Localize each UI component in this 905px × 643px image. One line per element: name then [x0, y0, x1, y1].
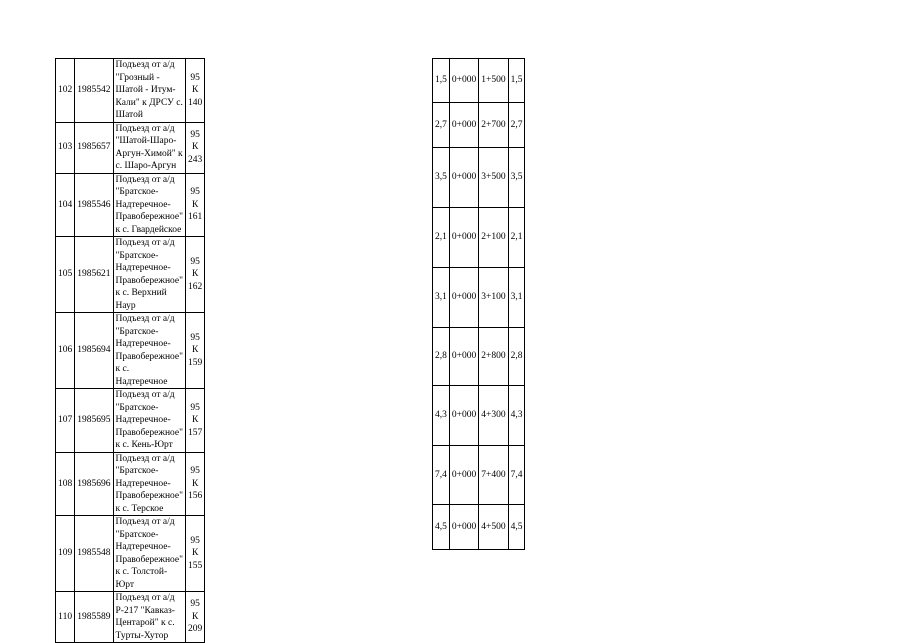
road-name-cell: Подъезд от а/д "Братское-Надтеречное-Правобережное" к с. Толстой-Юрт	[113, 516, 185, 592]
road-code-cell: 1985696	[75, 452, 113, 516]
end-km-cell: 2+700	[479, 103, 508, 148]
total-length-cell: 4,3	[508, 386, 525, 446]
road-id-cell: 95 К 161	[185, 173, 204, 237]
road-id-cell: 95 К 162	[185, 237, 204, 313]
row-number-cell: 109	[56, 516, 75, 592]
row-number-cell: 104	[56, 173, 75, 237]
start-km-cell: 0+000	[449, 148, 478, 208]
end-km-cell: 2+100	[479, 208, 508, 268]
road-name-cell: Подъезд от а/д "Братское-Надтеречное-Правобережное" к с. Терское	[113, 452, 185, 516]
table-row	[433, 386, 525, 446]
row-number-cell: 106	[56, 313, 75, 389]
road-name-cell: Подъезд от а/д "Грозный - Шатой - Итум-Кали" к ДРСУ с. Шатой	[113, 59, 185, 123]
length-cell: 3,5	[433, 148, 450, 208]
road-code-cell: 1985657	[75, 122, 113, 173]
start-km-cell: 0+000	[449, 208, 478, 268]
total-length-cell: 7,4	[508, 446, 525, 505]
row-number-cell: 110	[56, 592, 75, 643]
table-row	[56, 452, 205, 516]
table-row	[433, 328, 525, 386]
start-km-cell: 0+000	[449, 505, 478, 550]
total-length-cell: 3,1	[508, 268, 525, 328]
start-km-cell: 0+000	[449, 268, 478, 328]
road-name-cell: Подъезд от а/д Р-217 "Кавказ-Центарой" к с. Турты-Хутор	[113, 592, 185, 643]
table-row	[56, 59, 205, 123]
road-id-cell: 95 К 243	[185, 122, 204, 173]
end-km-cell: 2+800	[479, 328, 508, 386]
start-km-cell: 0+000	[449, 446, 478, 505]
road-code-cell: 1985694	[75, 313, 113, 389]
road-code-cell: 1985589	[75, 592, 113, 643]
road-id-cell: 95 К 157	[185, 389, 204, 453]
start-km-cell: 0+000	[449, 328, 478, 386]
row-number-cell: 105	[56, 237, 75, 313]
table-row	[56, 516, 205, 592]
table-row	[56, 173, 205, 237]
total-length-cell: 2,7	[508, 103, 525, 148]
road-id-cell: 95 К 140	[185, 59, 204, 123]
road-name-cell: Подъезд от а/д "Братское-Надтеречное-Правобережное" к с. Кень-Юрт	[113, 389, 185, 453]
table-row	[433, 268, 525, 328]
road-code-cell: 1985542	[75, 59, 113, 123]
length-cell: 4,3	[433, 386, 450, 446]
road-table-left	[55, 58, 205, 643]
road-id-cell: 95 К 209	[185, 592, 204, 643]
table-row	[433, 505, 525, 550]
total-length-cell: 4,5	[508, 505, 525, 550]
end-km-cell: 3+100	[479, 268, 508, 328]
start-km-cell: 0+000	[449, 59, 478, 103]
start-km-cell: 0+000	[449, 386, 478, 446]
end-km-cell: 4+300	[479, 386, 508, 446]
total-length-cell: 2,8	[508, 328, 525, 386]
table-row	[433, 59, 525, 103]
road-code-cell: 1985695	[75, 389, 113, 453]
row-number-cell: 107	[56, 389, 75, 453]
length-cell: 4,5	[433, 505, 450, 550]
table-row	[433, 446, 525, 505]
road-table-right	[432, 58, 525, 550]
length-cell: 2,8	[433, 328, 450, 386]
road-code-cell: 1985621	[75, 237, 113, 313]
row-number-cell: 102	[56, 59, 75, 123]
length-cell: 3,1	[433, 268, 450, 328]
road-name-cell: Подъезд от а/д "Братское-Надтеречное-Правобережное" к с. Надтеречное	[113, 313, 185, 389]
road-code-cell: 1985546	[75, 173, 113, 237]
end-km-cell: 1+500	[479, 59, 508, 103]
road-name-cell: Подъезд от а/д "Братское-Надтеречное-Правобережное" к с. Гвардейское	[113, 173, 185, 237]
total-length-cell: 3,5	[508, 148, 525, 208]
road-id-cell: 95 К 159	[185, 313, 204, 389]
table-row	[433, 148, 525, 208]
row-number-cell: 108	[56, 452, 75, 516]
road-id-cell: 95 К 156	[185, 452, 204, 516]
table-row	[433, 103, 525, 148]
road-id-cell: 95 К 155	[185, 516, 204, 592]
start-km-cell: 0+000	[449, 103, 478, 148]
table-row	[433, 208, 525, 268]
total-length-cell: 1,5	[508, 59, 525, 103]
row-number-cell: 103	[56, 122, 75, 173]
road-name-cell: Подъезд от а/д "Шатой-Шаро-Аргун-Химой" к с. Шаро-Аргун	[113, 122, 185, 173]
length-cell: 1,5	[433, 59, 450, 103]
table-row	[56, 313, 205, 389]
end-km-cell: 3+500	[479, 148, 508, 208]
length-cell: 2,1	[433, 208, 450, 268]
table-row	[56, 389, 205, 453]
end-km-cell: 7+400	[479, 446, 508, 505]
length-cell: 2,7	[433, 103, 450, 148]
table-row	[56, 237, 205, 313]
end-km-cell: 4+500	[479, 505, 508, 550]
total-length-cell: 2,1	[508, 208, 525, 268]
length-cell: 7,4	[433, 446, 450, 505]
road-code-cell: 1985548	[75, 516, 113, 592]
table-row	[56, 122, 205, 173]
road-name-cell: Подъезд от а/д "Братское-Надтеречное-Правобережное" к с. Верхний Наур	[113, 237, 185, 313]
table-row	[56, 592, 205, 643]
